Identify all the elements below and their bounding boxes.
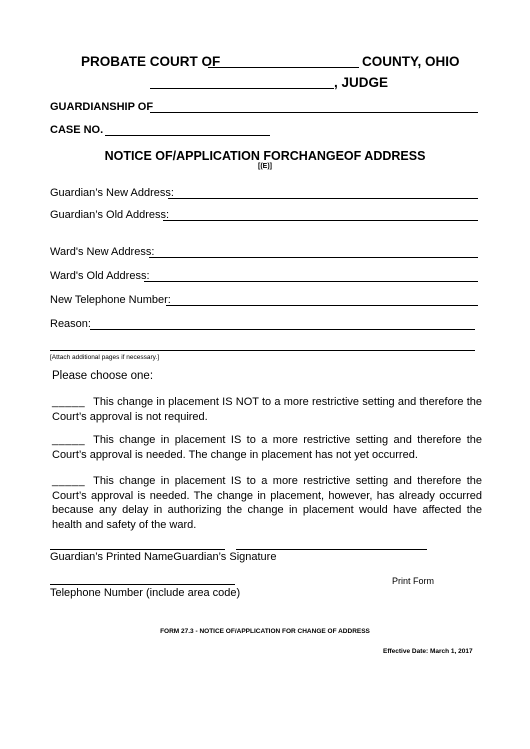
guardianship-input-line[interactable] [150, 112, 478, 113]
option-1-blank[interactable]: _____ [52, 396, 86, 408]
printed-name-input[interactable] [50, 549, 225, 550]
option-2 [52, 433, 482, 462]
telephone-label: Telephone Number (include area code) [50, 587, 241, 599]
signature-labels: Guardian’s Printed NameGuardian’s Signature [50, 551, 277, 563]
choose-label: Please choose one: [52, 370, 154, 382]
guardian-old-address-label: Guardian’s Old Address: [50, 209, 170, 221]
judge-suffix: , JUDGE [334, 75, 389, 90]
ward-new-address-input[interactable] [149, 257, 478, 258]
option-3 [52, 474, 482, 532]
ward-old-address-input[interactable] [144, 281, 478, 282]
guardian-new-address-input[interactable] [168, 198, 478, 199]
option-2-text: This change in placement IS to a more restrictive setting and therefore the Court’s approval is needed. The change in placement has not yet occurred. [52, 434, 482, 461]
ward-old-address-label: Ward's Old Address: [50, 270, 150, 282]
footer-form-id: FORM 27.3 - NOTICE OF/APPLICATION FOR CHANGE OF ADDRESS [160, 628, 370, 635]
ward-new-address-label: Ward's New Address: [50, 246, 155, 258]
form-subtitle: [(E)] [258, 163, 272, 170]
option-2-blank[interactable]: _____ [52, 434, 86, 446]
signature-input[interactable] [236, 549, 427, 550]
option-1 [52, 395, 482, 424]
case-no-label: CASE NO. [50, 124, 104, 136]
county-input-line[interactable] [208, 67, 359, 68]
print-form-button[interactable]: Print Form [392, 576, 435, 586]
attach-note: [Attach additional pages if necessary.] [50, 354, 159, 361]
option-3-blank[interactable]: _____ [52, 475, 86, 487]
guardian-old-address-input[interactable] [163, 220, 478, 221]
option-3-text: This change in placement IS to a more restrictive setting and therefore the Court’s approval is needed. The change in placement, however, has already occurred because any delay in authorizing the change in placement would have affected the health and safety of the ward. [52, 475, 482, 531]
guardian-new-address-label: Guardian’s New Address: [50, 187, 174, 199]
guardianship-label: GUARDIANSHIP OF [50, 101, 154, 113]
option-1-text: This change in placement IS NOT to a more restrictive setting and therefore the Court’s approval is not required. [52, 396, 482, 423]
new-telephone-input[interactable] [166, 305, 478, 306]
form-title: NOTICE OF/APPLICATION FORCHANGEOF ADDRESS [104, 149, 426, 163]
reason-input-line-1[interactable] [90, 329, 475, 330]
case-no-input-line[interactable] [105, 135, 270, 136]
new-telephone-label: New Telephone Number: [50, 294, 171, 306]
court-suffix: COUNTY, OHIO [362, 54, 460, 69]
court-prefix: PROBATE COURT OF [81, 54, 221, 69]
telephone-input[interactable] [50, 584, 235, 585]
footer-effective-date: Effective Date: March 1, 2017 [383, 648, 473, 655]
reason-input-line-2[interactable] [50, 350, 475, 351]
judge-input-line[interactable] [150, 88, 334, 89]
reason-label: Reason: [50, 318, 91, 330]
